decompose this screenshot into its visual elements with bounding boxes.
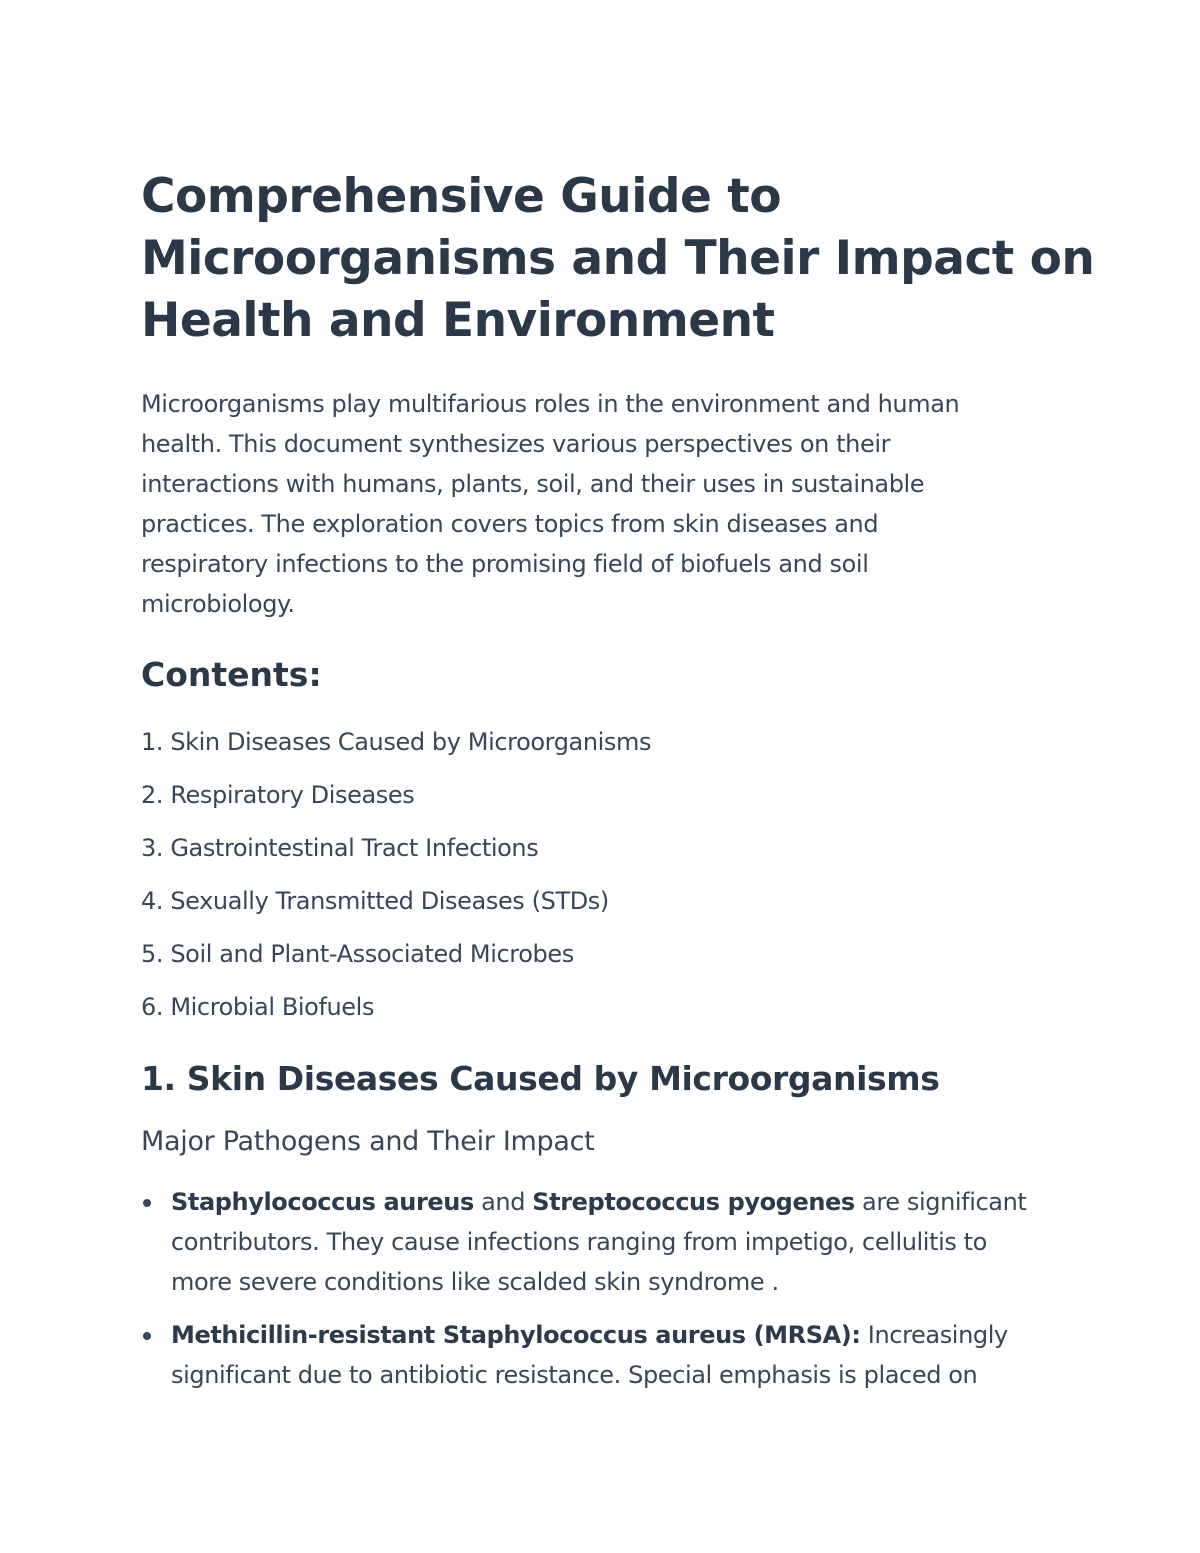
bullet-line xyxy=(171,1182,1061,1222)
pathogen-name: Streptococcus pyogenes xyxy=(532,1188,855,1216)
list-item xyxy=(141,1315,1061,1395)
bullet-text: Increasingly xyxy=(860,1321,1008,1349)
intro-line: microbiology. xyxy=(141,590,295,618)
intro-line: respiratory infections to the promising field of biofuels and soil xyxy=(141,550,869,578)
section-subheading: Major Pathogens and Their Impact xyxy=(141,1126,595,1157)
intro-line: health. This document synthesizes various perspectives on their xyxy=(141,430,891,458)
intro-paragraph xyxy=(141,384,1061,624)
document-title xyxy=(141,166,1095,352)
toc-item: 4. Sexually Transmitted Diseases (STDs) xyxy=(141,887,609,915)
document-page xyxy=(141,166,1095,1408)
pathogen-list xyxy=(141,1182,1061,1395)
bullet-line: more severe conditions like scalded skin syndrome . xyxy=(171,1268,779,1296)
toc-item: 3. Gastrointestinal Tract Infections xyxy=(141,834,539,862)
intro-line: interactions with humans, plants, soil, and their uses in sustainable xyxy=(141,470,925,498)
bullet-text: and xyxy=(473,1188,533,1216)
table-of-contents xyxy=(141,716,1061,1034)
pathogen-name: Methicillin-resistant Staphylococcus aureus (MRSA): xyxy=(171,1321,861,1349)
intro-line: Microorganisms play multifarious roles in the environment and human xyxy=(141,390,960,418)
bullet-line: significant due to antibiotic resistance. Special emphasis is placed on xyxy=(171,1361,978,1389)
bullet-text: are significant xyxy=(854,1188,1027,1216)
toc-item: 1. Skin Diseases Caused by Microorganisms xyxy=(141,728,652,756)
title-line: Microorganisms and Their Impact on xyxy=(141,231,1095,286)
title-line: Health and Environment xyxy=(141,293,775,348)
intro-line: practices. The exploration covers topics from skin diseases and xyxy=(141,510,879,538)
title-line: Comprehensive Guide to xyxy=(141,169,782,224)
bullet-icon xyxy=(143,1199,151,1207)
list-item xyxy=(141,1182,1061,1302)
toc-item: 5. Soil and Plant-Associated Microbes xyxy=(141,940,574,968)
section-heading: 1. Skin Diseases Caused by Microorganisms xyxy=(141,1059,940,1098)
pathogen-name: Staphylococcus aureus xyxy=(171,1188,474,1216)
bullet-line: contributors. They cause infections ranging from impetigo, cellulitis to xyxy=(171,1228,987,1256)
contents-heading: Contents: xyxy=(141,655,322,694)
bullet-line xyxy=(171,1315,1061,1355)
toc-item: 2. Respiratory Diseases xyxy=(141,781,415,809)
toc-item: 6. Microbial Biofuels xyxy=(141,993,375,1021)
bullet-icon xyxy=(143,1332,151,1340)
